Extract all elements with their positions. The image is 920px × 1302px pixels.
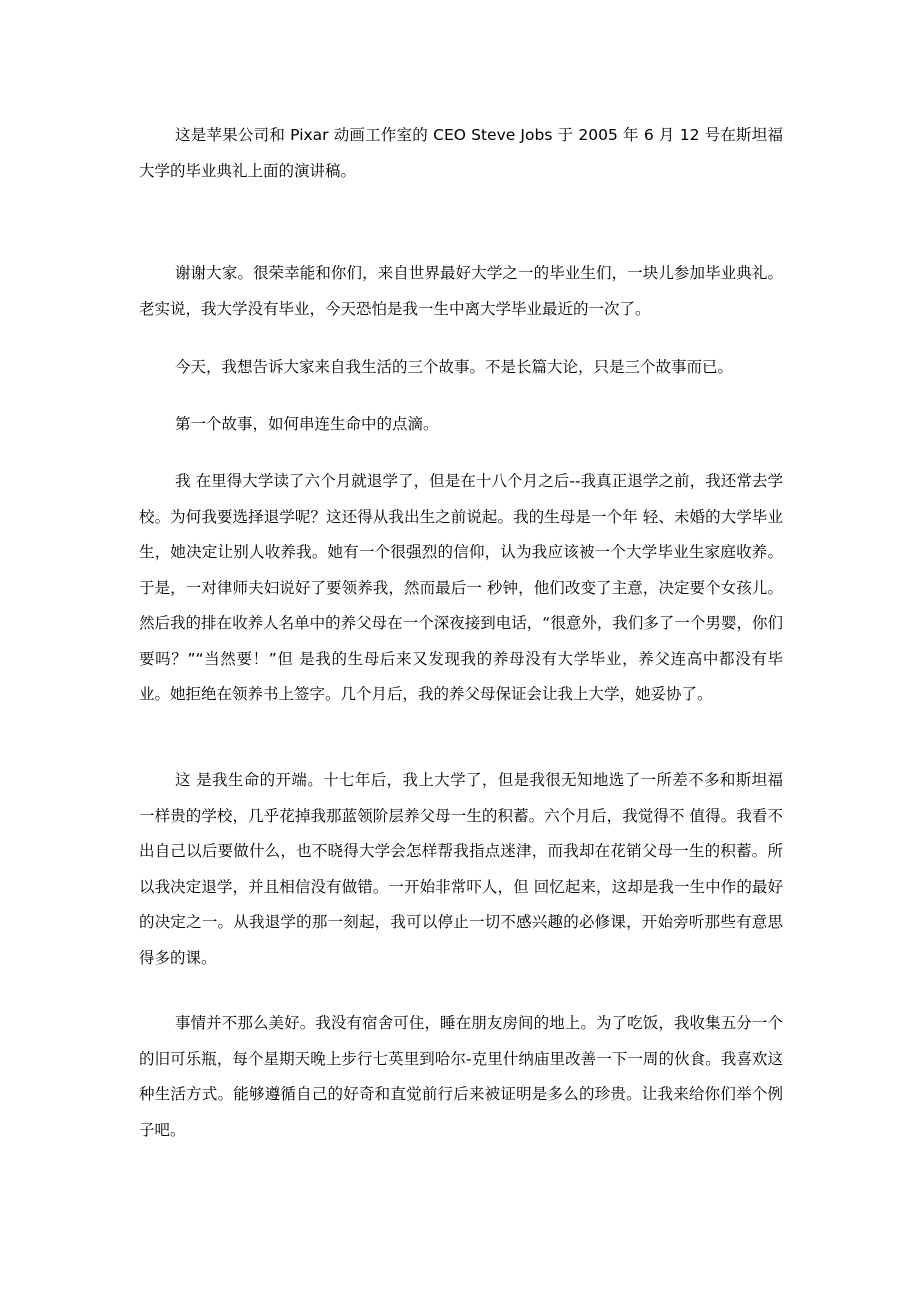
paragraph-beginning: 这 是我生命的开端。十七年后，我上大学了，但是我很无知地选了一所差不多和斯坦福一样贵的学校，几乎花掉我那蓝领阶层养父母一生的积蓄。六个月后，我觉得不 值得。我看不出自己以后要做什么，也不晓得大学会怎样帮我指点迷津，而我却在花销父母一生的积蓄。所以我决定退学，并且相信没有做错。一开始非常吓人，但 回忆起来，这却是我一生中作的最好的决定之一。从我退学的那一刻起，我可以停止一切不感兴趣的必修课，开始旁听那些有意思得多的课。 <box>139 771 783 967</box>
intro-paragraph: 这是苹果公司和 Pixar 动画工作室的 CEO Steve Jobs 于 2005 年 6 月 12 号在斯坦福大学的毕业典礼上面的演讲稿。 <box>139 126 783 180</box>
paragraph-thanks: 谢谢大家。很荣幸能和你们，来自世界最好大学之一的毕业生们，一块儿参加毕业典礼。老实说，我大学没有毕业，今天恐怕是我一生中离大学毕业最近的一次了。 <box>139 264 783 318</box>
paragraph-not-romantic: 事情并不那么美好。我没有宿舍可住，睡在朋友房间的地上。为了吃饭，我收集五分一个的旧可乐瓶，每个星期天晚上步行七英里到哈尔-克里什纳庙里改善一下一周的伙食。我喜欢这种生活方式。能够遵循自己的好奇和直觉前行后来被证明是多么的珍贵。让我来给你们举个例子吧。 <box>139 1014 783 1139</box>
paragraph-three-stories: 今天，我想告诉大家来自我生活的三个故事。不是长篇大论，只是三个故事而已。 <box>175 358 734 376</box>
paragraph-first-story-title: 第一个故事，如何串连生命中的点滴。 <box>175 415 439 433</box>
paragraph-reed-college: 我 在里得大学读了六个月就退学了，但是在十八个月之后--我真正退学之前，我还常去学校。为何我要选择退学呢？这还得从我出生之前说起。我的生母是一个年 轻、未婚的大学毕业生，她决定让别人收养我。她有一个很强烈的信仰，认为我应该被一个大学毕业生家庭收养。于是，一对律师夫妇说好了要领养我，然而最后一 秒钟，他们改变了主意，决定要个女孩儿。然后我的排在收养人名单中的养父母在一个深夜接到电话，“很意外，我们多了一个男婴，你们要吗？”“当然要！”但 是我的生母后来又发现我的养母没有大学毕业，养父连高中都没有毕业。她拒绝在领养书上签字。几个月后，我的养父母保证会让我上大学，她妥协了。 <box>139 472 783 703</box>
